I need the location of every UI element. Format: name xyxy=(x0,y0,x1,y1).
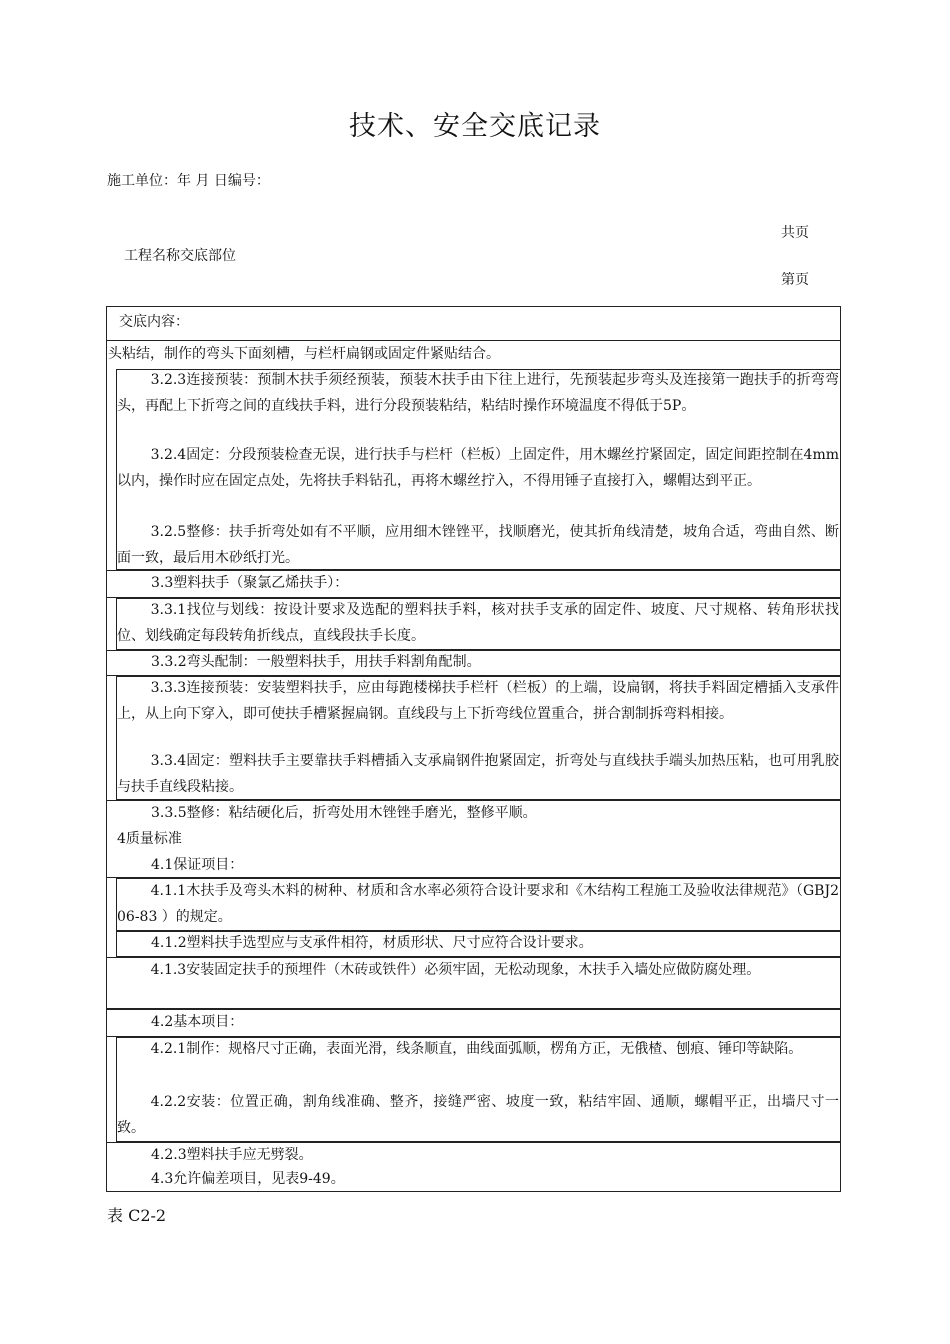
unit-date-number-line: 施工单位：年 月 日编号： xyxy=(107,173,270,189)
para-3-3-3: 3.3.3连接预装：安装塑料扶手，应由每跑楼梯扶手栏杆（栏板）的上端，设扁钢，将扶手料固定槽插入支承件上，从上向下穿入，即可使扶手槽紧握扁钢。直线段与上下折弯线位置重合，拼合割制拆弯料相接。 xyxy=(117,680,839,722)
para-3-3: 3.3塑料扶手（聚氯乙烯扶手）： xyxy=(151,575,349,591)
document-title: 技术、安全交底记录 xyxy=(349,111,601,142)
para-4-2-2: 4.2.2安装：位置正确，割角线准确、整齐，接缝严密、坡度一致，粘结牢固、通顺，螺帽平正，出墙尺寸一致。 xyxy=(117,1094,839,1136)
para-4-1-2: 4.1.2塑料扶手选型应与支承件相符，材质形状、尺寸应符合设计要求。 xyxy=(151,935,593,951)
page-number: 第页 xyxy=(781,272,809,288)
para-3-2-3: 3.2.3连接预装：预制木扶手须经预装，预装木扶手由下往上进行，先预装起步弯头及连接第一跑扶手的折弯弯头，再配上下折弯之间的直线扶手料，进行分段预装粘结，粘结时操作环境温度不得低于5P。 xyxy=(117,372,839,414)
para-3-2-4: 3.2.4固定：分段预装检查无误，进行扶手与栏杆（栏板）上固定件，用木螺丝拧紧固定，固定间距控制在4mm以内，操作时应在固定点处，先将扶手料钻孔，再将木螺丝拧入，不得用锤子直接打入，螺帽达到平正。 xyxy=(117,447,839,489)
para-4-1-3: 4.1.3安装固定扶手的预埋件（木砖或铁件）必须牢固，无松动现象，木扶手入墙处应做防腐处理。 xyxy=(150,962,761,978)
heading-4-quality: 4质量标准 xyxy=(117,831,182,847)
para-3-2-5: 3.2.5整修：扶手折弯处如有不平顺，应用细木锉锉平，找顺磨光，使其折角线清楚，坡角合适，弯曲自然、断面一致，最后用木砂纸打光。 xyxy=(117,524,839,566)
para-3-3-2: 3.3.2弯头配制：一般塑料扶手，用扶手料割角配制。 xyxy=(151,654,481,670)
para-4-2-3: 4.2.3塑料扶手应无劈裂。 xyxy=(151,1147,313,1163)
para-3-2-2-cont: 头粘结，制作的弯头下面刻槽，与栏杆扁钢或固定件紧贴结合。 xyxy=(108,346,500,362)
para-3-3-1: 3.3.1找位与划线：按设计要求及选配的塑料扶手料，核对扶手支承的固定件、坡度、尺寸规格、转角形状找位、划线确定每段转角折线点，直线段扶手长度。 xyxy=(117,602,839,644)
project-name-line: 工程名称交底部位 xyxy=(124,248,236,264)
total-pages: 共页 xyxy=(781,225,809,241)
para-4-1-1: 4.1.1木扶手及弯头木料的树种、材质和含水率必须符合设计要求和《木结构工程施工及验收法律规范》（GBJ206-83 ）的规定。 xyxy=(117,883,839,925)
content-label: 交底内容： xyxy=(119,314,189,330)
form-code: 表 C2-2 xyxy=(107,1206,167,1225)
para-3-3-4: 3.3.4固定：塑料扶手主要靠扶手料槽插入支承扁钢件抱紧固定，折弯处与直线扶手端头加热压粘，也可用乳胶与扶手直线段粘接。 xyxy=(117,753,839,795)
heading-4-2: 4.2基本项目： xyxy=(151,1014,244,1030)
para-4-2-1: 4.2.1制作：规格尺寸正确，表面光滑，线条顺直，曲线面弧顺，楞角方正，无俄楂、刨痕、锤印等缺陷。 xyxy=(150,1041,803,1057)
heading-4-1: 4.1保证项目： xyxy=(151,857,244,873)
para-4-3: 4.3允许偏差项目，见表9-49。 xyxy=(151,1171,345,1187)
para-3-3-5: 3.3.5整修：粘结硬化后，折弯处用木锉锉手磨光，整修平顺。 xyxy=(151,805,537,821)
